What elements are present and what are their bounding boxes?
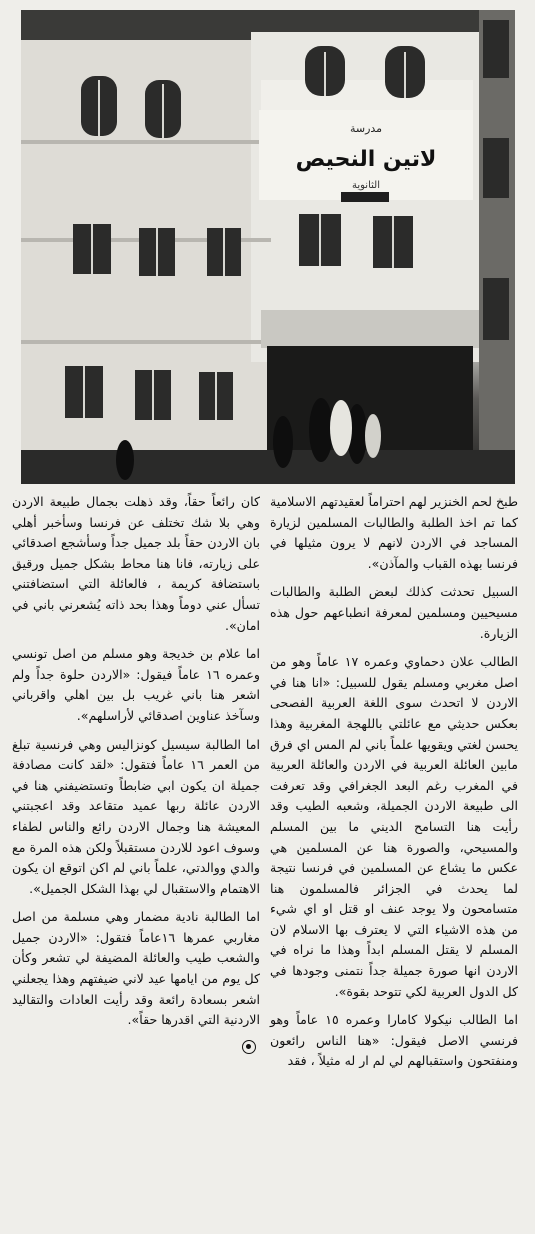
article-paragraph: اما الطالبة سيسيل كونزاليس وهي فرنسية تبلغ من العمر ١٦ عاماً فتقول: «لقد كانت مصادفة جميلة ان يكون ابي ضابطاً وتستضيفني هنا في الاردن عائلة ربها عميد متقاعد وقد اعجبتني المعيشة هنا وجمال الاردن رائع والناس لطفاء وسوف اعود للاردن مستقبلاً ولكن هذه المرة مع والدي ووالدتي، علماً باني لم اكن اتوقع ان يكون الاهتمام والاستقبال لي بهذا الشكل الجميل». [12, 736, 260, 896]
article-paragraph: السبيل تحدثت كذلك لبعض الطلبة والطالبات مسيحيين ومسلمين لمعرفة انطباعهم حول هذه الزيارة. [270, 584, 518, 641]
sign-line-3: الثانوية [352, 180, 380, 191]
article-paragraph: اما علام بن خديجة وهو مسلم من اصل تونسي وعمره ١٦ عاماً فيقول: «الاردن حلوة جداً ولم اشعر هنا باني غريب بل بين اهلي واقرباني وسآخذ عناوين اصدقائي لأراسلهم». [12, 646, 260, 723]
article-paragraph: اما الطالبة نادية مضمار وهي مسلمة من اصل مغاربي عمرها ١٦عاماً فتقول: «الاردن جميل والشعب طيب والعائلة المضيفة لي تشعر وكأن كل يوم من ايامها عيد لاني ضيفتهم وهذا يجعلني اشعر بسعادة رائعة وقد رأيت العادات والتقاليد الاردنية التي اقدرها حقاً». [12, 909, 260, 1028]
school-building-photo [21, 10, 515, 484]
article-column-left [12, 492, 260, 1226]
article-paragraph: طبخ لحم الخنزير لهم احتراماً لعقيدتهم الاسلامية كما تم اخذ الطلبة والطالبات المسلمين لزيارة المساجد في الاردن لانهم لا يرون مثيلها في فرنسا بهذه القباب والمآذن». [270, 494, 518, 571]
sign-line-1: مدرسة [349, 122, 383, 135]
article-column-right [270, 492, 518, 1226]
sign-line-2: لاتين النحيص [295, 147, 437, 172]
article-paragraph: الطالب علان دحماوي وعمره ١٧ عاماً وهو من اصل مغربي ومسلم يقول للسبيل: «انا هنا في الاردن لا اتحدث سوى اللغة العربية الفصحى بعكس حديثي مع عائلتي باللهجة المغربية وهذا يحسن لغتي ويقويها علماً باني لم المس اي فرق مابين العائلة العربية في الاردن والعائلة العربية في المغرب رغم البعد الجغرافي وقد تعرفت الى طبيعة الاردن الجميلة، وشعبه الطيب وقد رأيت هنا التسامح الديني ما بين المسلم والمسيحي، والصورة هنا عن المسلمين هي عكس ما يشاع عن المسلمين في فرنسا نتيجة لما يحدث في الجزائر فالمسلمون هنا متسامحون ولا يوجد عنف او قتل او اي شيء من هذه الاشياء التي لا يعترف بها الاسلام لان المسلم لا يقتل المسلم ابداً وهذا ما نراه في الاردن انها صورة جميلة جداً نتمنى وجودها في كل الدول العربية لكي تتوحد بقوة». [270, 654, 518, 999]
article-end-mark-icon [242, 1040, 256, 1054]
article-paragraph: اما الطالب نيكولا كامارا وعمره ١٥ عاماً وهو فرنسي الاصل فيقول: «هنا الناس رائعون ومنفتحون واستقبالهم لي لم ار له مثيلاً ، فقد [270, 1012, 518, 1069]
article-paragraph: كان رائعاً حقاً، وقد ذهلت بجمال طبيعة الاردن وهي بلا شك تختلف عن فرنسا وسأخبر أهلي بان الاردن حقاً بلد جميل جداً وسأشجع اصدقائي على زيارته، فانا هنا محاط بشكل جميل ورقيق باستضافة كريمة ، فالعائلة التي استضافتني تسأل عني دوماً وهذا بحد ذاته يُشعرني باني في امان». [12, 494, 260, 633]
